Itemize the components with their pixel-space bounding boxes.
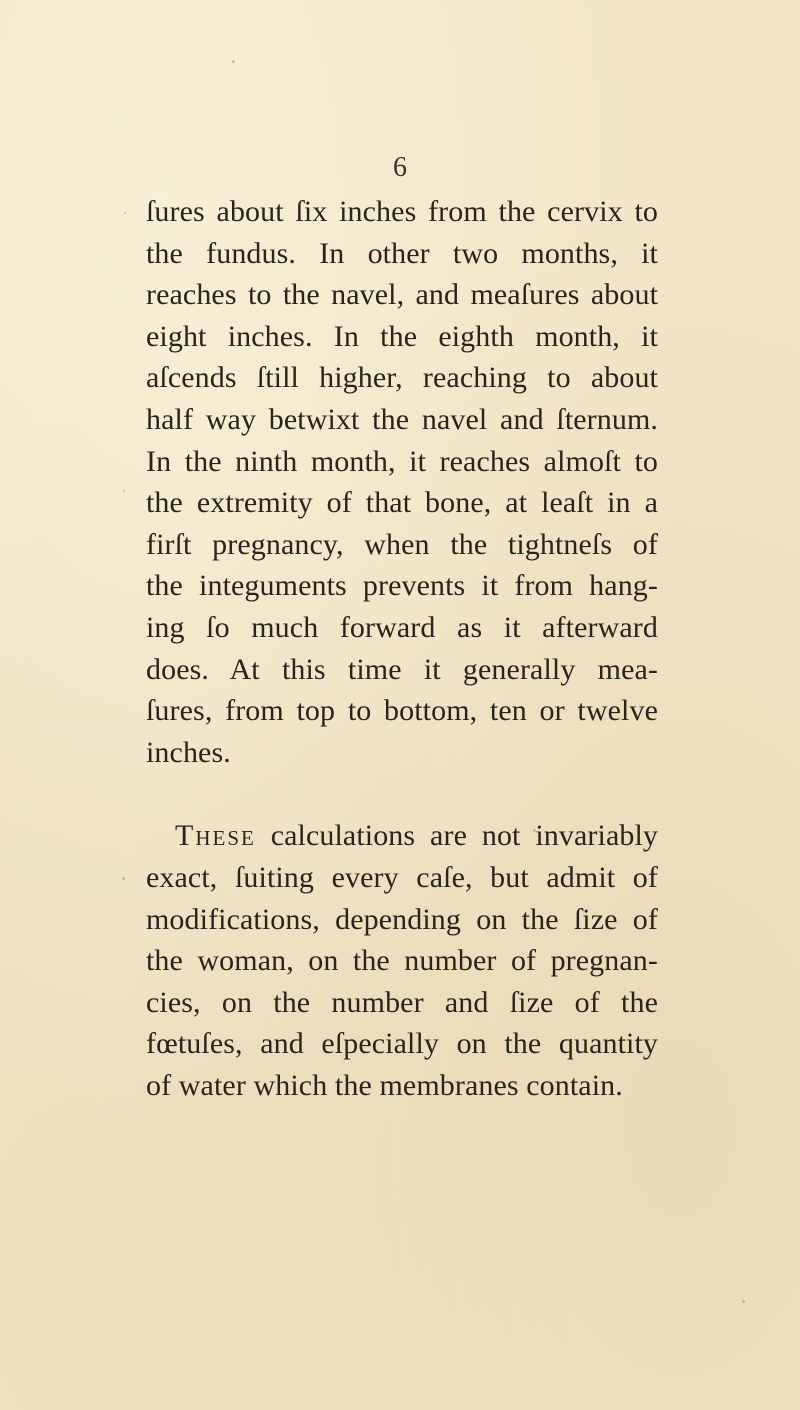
text-line: aſcends ſtill higher, reaching to about	[146, 361, 658, 395]
text-line: fœtuſes, and eſpecially on the quantity	[146, 1027, 658, 1061]
text-line: inches.	[146, 735, 231, 769]
text-line: firſt pregnancy, when the tightneſs of	[146, 527, 658, 561]
text-line: ſures about ſix inches from the cervix to	[146, 195, 658, 228]
text-line: does. At this time it generally mea-	[146, 652, 658, 686]
text-line: the woman, on the number of pregnan-	[146, 944, 658, 978]
text-line: the fundus. In other two months, it	[146, 236, 658, 270]
text-line: half way betwixt the navel and ſternum.	[146, 402, 658, 436]
text-line: reaches to the navel, and meaſures about	[146, 278, 658, 312]
paper-speck	[122, 877, 125, 880]
paper-speck	[533, 829, 536, 832]
first-line-rest: calculations are not invariably	[255, 819, 658, 853]
text-line: ſures, from top to bottom, ten or twelve	[146, 694, 658, 728]
text-line: eight inches. In the eighth month, it	[146, 319, 658, 353]
paragraph-gap	[146, 773, 658, 815]
paper-speck	[124, 212, 126, 214]
page-number: 6	[393, 152, 407, 183]
paragraph-2	[146, 815, 658, 1106]
text-line: ing ſo much forward as it afterward	[146, 610, 658, 644]
initial-word: These	[175, 819, 256, 853]
body-text	[146, 191, 658, 1106]
text-line: the integuments prevents it from hang-	[146, 569, 658, 603]
paragraph-1	[146, 191, 658, 773]
text-line: cies, on the number and ſize of the	[146, 985, 658, 1019]
paper-speck	[232, 60, 235, 63]
text-line: modifications, depending on the ſize of	[146, 902, 658, 936]
text-line: In the ninth month, it reaches almoſt to	[146, 444, 658, 478]
text-line: the extremity of that bone, at leaſt in a	[146, 486, 658, 520]
text-line-first	[146, 815, 658, 857]
text-line: of water which the membranes contain.	[146, 1068, 623, 1102]
paper-speck	[123, 490, 125, 492]
text-line: exact, ſuiting every caſe, but admit of	[146, 860, 658, 894]
paper-speck	[742, 1300, 745, 1303]
